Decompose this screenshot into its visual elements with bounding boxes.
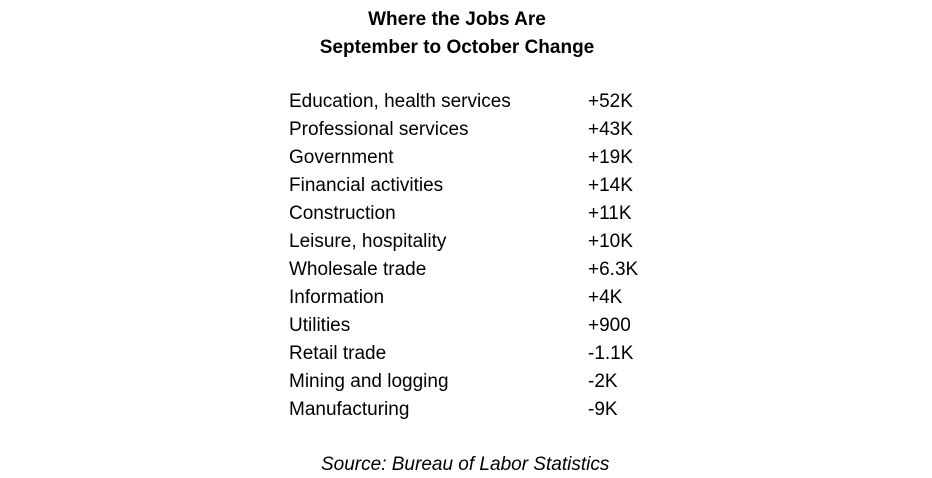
row-label: Retail trade: [289, 343, 387, 364]
row-value: +14K: [588, 175, 633, 196]
title-line-2: September to October Change: [319, 37, 595, 58]
row-value: +19K: [588, 147, 633, 168]
row-label: Education, health services: [289, 91, 511, 112]
row-value: +6.3K: [588, 259, 639, 280]
row-value: -9K: [588, 399, 618, 420]
row-label: Leisure, hospitality: [289, 231, 447, 252]
row-label: Wholesale trade: [289, 259, 427, 280]
row-value: -2K: [588, 371, 618, 392]
row-value: +43K: [588, 119, 633, 140]
row-value: +10K: [588, 231, 633, 252]
row-label: Information: [289, 287, 385, 308]
row-label: Construction: [289, 203, 396, 224]
title-line-1: Where the Jobs Are: [368, 9, 546, 30]
row-value: +900: [588, 315, 631, 336]
page-title: [0, 6, 914, 62]
row-label: Professional services: [289, 119, 469, 140]
row-label: Mining and logging: [289, 371, 449, 392]
row-value: +11K: [588, 203, 632, 224]
source-citation: Source: Bureau of Labor Statistics: [321, 454, 610, 475]
row-label: Government: [289, 147, 394, 168]
row-label: Manufacturing: [289, 399, 410, 420]
row-label: Utilities: [289, 315, 351, 336]
row-value: -1.1K: [588, 343, 634, 364]
row-label: Financial activities: [289, 175, 444, 196]
row-value: +4K: [588, 287, 623, 308]
row-value: +52K: [588, 91, 633, 112]
